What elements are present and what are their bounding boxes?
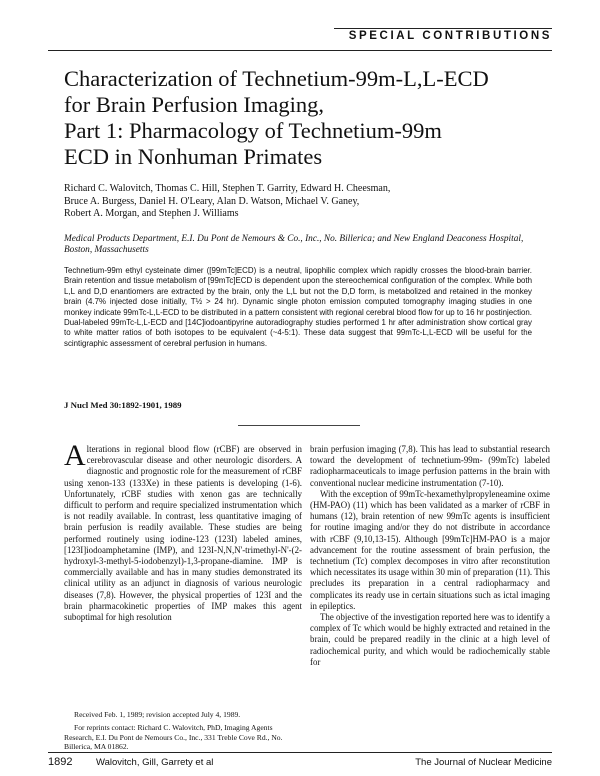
article-title	[64, 66, 544, 170]
header-rule	[48, 50, 552, 51]
body-paragraph: With the exception of 99mTc-hexamethylpropyleneamine oxime (HM-PAO) (11) which has been validated as a marker of rCBF in humans (12), brain retention of new 99mTc agents is insufficient for routine imaging and/or they do not distribute in accordance with rCBF (9,10,13-15). Although [99mTc]HM-PAO is a major advancement for the routine assessment of brain perfusion, the technetium (Tc) complex decomposes in vitro after reconstitution which necessitates its usage within 30 min of preparation (11). This precludes its preparation in a central radiopharmacy and complicates its ready use in certain situations such as ictal imaging in epileptics.	[310, 488, 550, 611]
citation: J Nucl Med 30:1892-1901, 1989	[64, 400, 182, 410]
body-paragraph	[64, 439, 302, 623]
title-line-4: ECD in Nonhuman Primates	[64, 144, 323, 169]
affiliation: Medical Products Department, E.I. Du Pont de Nemours & Co., Inc., No. Billerica; and New England Deaconess Hospital, Boston, Massachusetts	[64, 234, 524, 256]
footer-rule	[48, 752, 552, 753]
footnote	[64, 710, 298, 752]
body-text: lterations in regional blood flow (rCBF) are observed in cerebrovascular disease and other neurologic disorders. A diagnostic and prognostic role for the measurement of rCBF using xenon-133 (133Xe) in these patients is developing (1-6). Unfortunately, rCBF studies with xenon gas are technically difficult to perform and require specialized instrumentation which is not readily available. In contrast, less quantitative imaging of brain perfusion is readily available. These studies are being performed routinely using iodine-123 (123I) labeled amines, [123I]iodoamphetamine (IMP), and 123I-N,N,N'-trimethyl-N'-(2-hydroxyl-3-methyl-5-iodobenzyl)-1,3-propane-diamine. IMP is commercially available and has in many studies demonstrated its clinical utility as an adjunct in diagnosis of various neurologic diseases (7,8). However, the physical properties of 123I and the brain pharmacokinetic properties of IMP makes this agent suboptimal for high resolution	[64, 444, 302, 623]
title-line-1: Characterization of Technetium-99m-L,L-ECD	[64, 66, 489, 91]
abstract: Technetium-99m ethyl cysteinate dimer ([99mTc]ECD) is a neutral, lipophilic complex which rapidly crosses the blood-brain barrier. Brain retention and tissue metabolism of [99mTc]ECD is dependent upon the stereochemical configuration of the complex. While both L,L and D,D enantiomers are extracted by the brain, only the L,L but not the D,D form, is metabolized and retained in the monkey brain (4.7% injected dose initially, T½ > 24 hr). Dynamic single photon emission computed tomography imaging studies in one monkey indicate 99mTc-L,L-ECD to be distributed in a pattern consistent with regional cerebral blood flow for up to 16 hr postinjection. Dual-labeled 99mTc-L,L-ECD and [14C]iodoantipyrine autoradiography studies performed 1 hr after administration show cortical gray to white matter ratios of both isotopes to be equivalent (~4-5:1). These data suggest that 99mTc-L,L-ECD will be useful for the scintigraphic assessment of cerebral perfusion in humans.	[64, 266, 532, 348]
section-divider	[238, 425, 360, 426]
body-column-right	[310, 444, 550, 668]
body-paragraph: The objective of the investigation reported here was to identify a complex of Tc which would be highly extracted and retained in the brain, could be prepared readily in the clinic at a high level of radiochemical purity, and which would be radiochemically stable for	[310, 612, 550, 667]
journal-name: The Journal of Nuclear Medicine	[415, 757, 552, 768]
header-rule-short	[334, 28, 552, 29]
authors-line-2: Bruce A. Burgess, Daniel H. O'Leary, Alan D. Watson, Michael V. Ganey,	[64, 195, 360, 207]
authors-line-1: Richard C. Walovitch, Thomas C. Hill, Stephen T. Garrity, Edward H. Cheesman,	[64, 183, 391, 194]
author-list	[64, 183, 534, 221]
authors-line-3: Robert A. Morgan, and Stephen J. Williams	[64, 208, 239, 220]
title-line-2: for Brain Perfusion Imaging,	[64, 92, 324, 117]
footnote-reprints: For reprints contact: Richard C. Walovitch, PhD, Imaging Agents Research, E.I. Du Pont de Nemours Co., Inc., 331 Treble Cove Rd., No. Billerica, MA 01862.	[64, 723, 283, 752]
section-label: SPECIAL CONTRIBUTIONS	[348, 30, 552, 42]
body-column-left	[64, 439, 302, 623]
footnote-received: Received Feb. 1, 1989; revision accepted July 4, 1989.	[74, 710, 241, 719]
drop-cap: A	[64, 439, 86, 472]
running-authors: Walovitch, Gill, Garrety et al	[96, 757, 214, 768]
page-number: 1892	[48, 756, 73, 768]
body-paragraph: brain perfusion imaging (7,8). This has lead to substantial research toward the development of technetium-99m- (99mTc) labeled radiopharmaceuticals to image perfusion patterns in the brain with conventional nuclear medicine instrumentation (7-10).	[310, 444, 550, 488]
title-line-3: Part 1: Pharmacology of Technetium-99m	[64, 118, 442, 143]
